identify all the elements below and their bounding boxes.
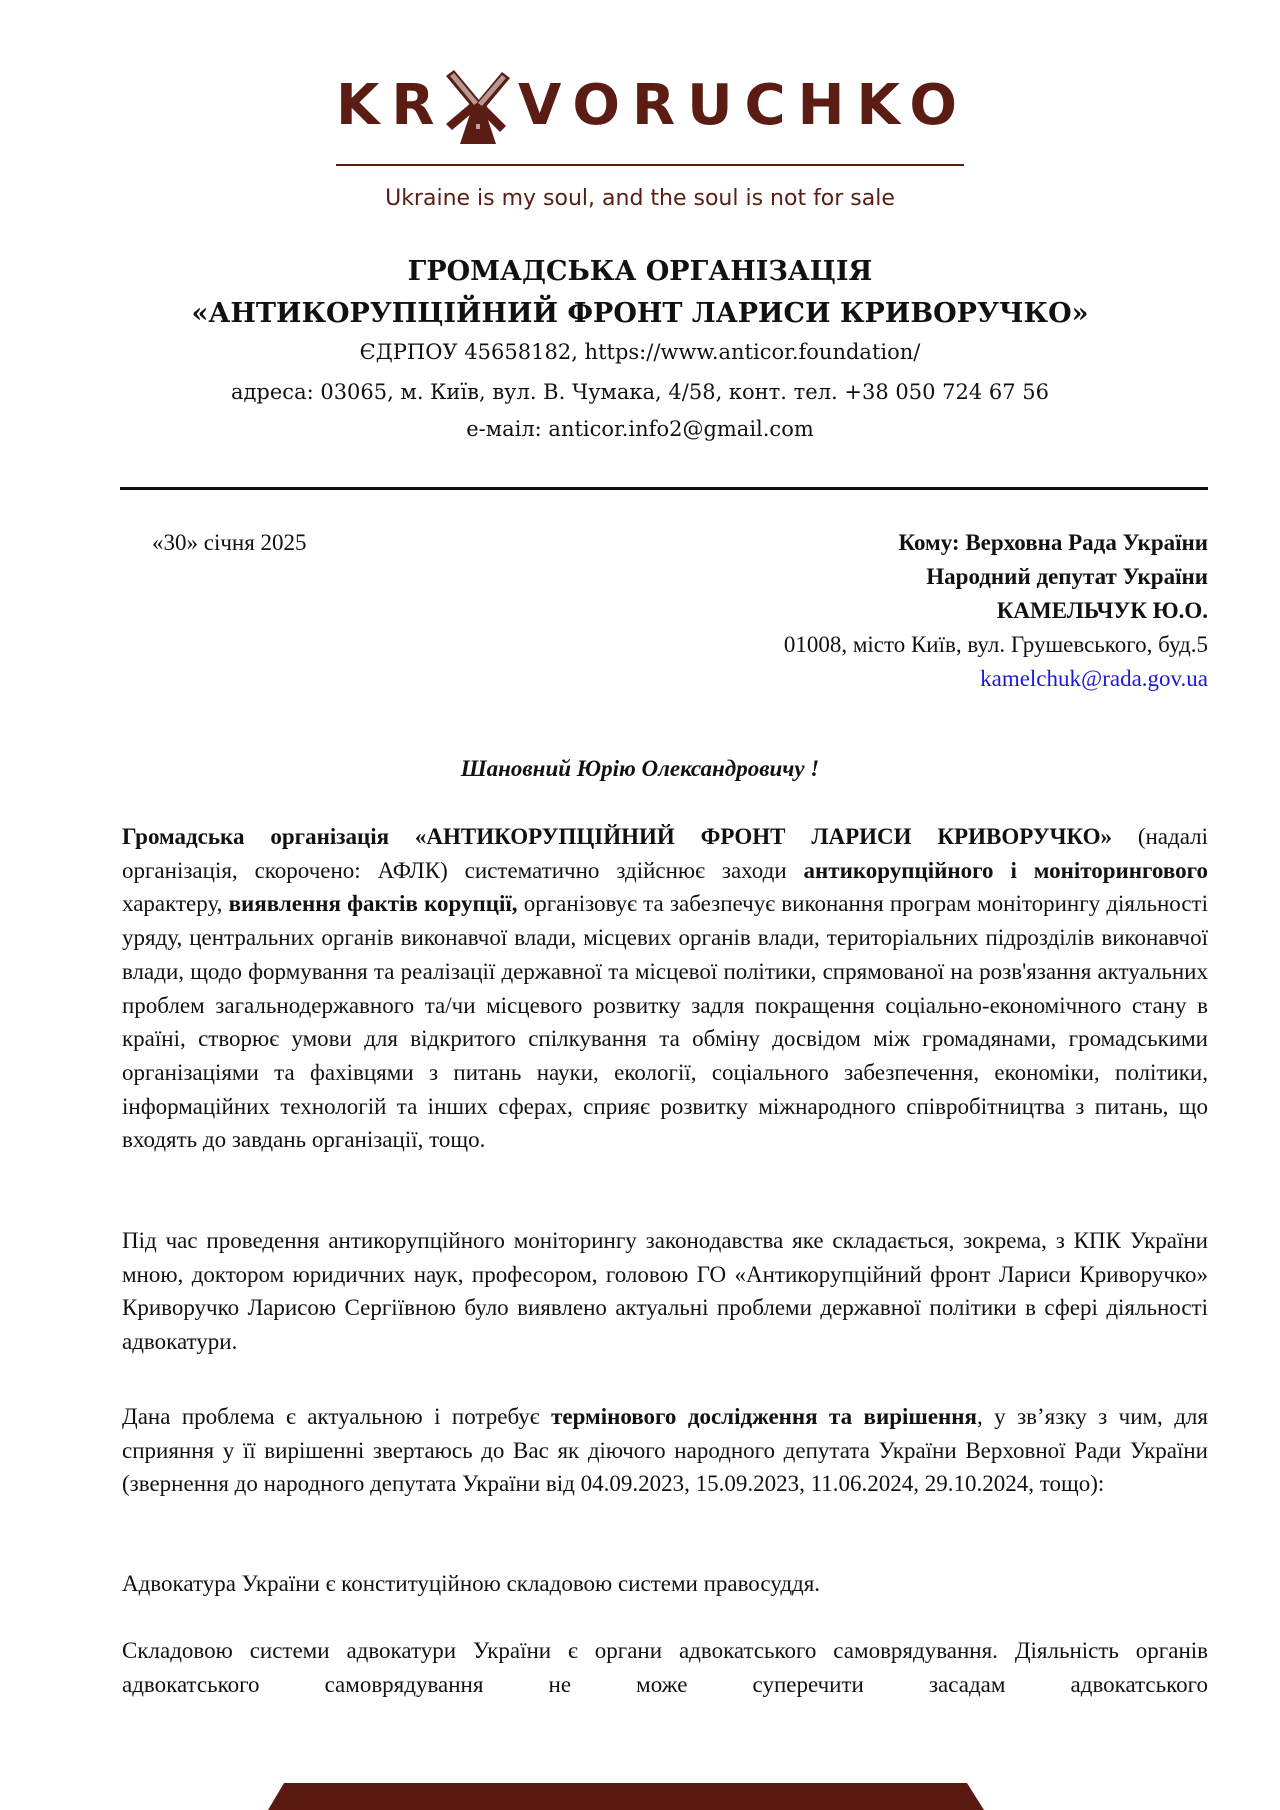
tagline: Ukraine is my soul, and the soul is not for sale	[385, 186, 895, 211]
footer-banner	[0, 1783, 1280, 1810]
recipient-address: 01008, місто Київ, вул. Грушевського, буд.5	[783, 632, 1208, 657]
p1-bold-b: виявлення фактів корупції,	[228, 891, 518, 917]
greeting: Шановний Юрію Олександровичу !	[460, 756, 820, 781]
header-divider	[120, 487, 1208, 490]
p3-bold: термінового дослідження та вирішення	[551, 1404, 977, 1429]
org-title-line2: «АНТИКОРУПЦІЙНИЙ ФРОНТ ЛАРИСИ КРИВОРУЧКО»	[191, 298, 1089, 329]
p1-bold-a: антикорупційного і моніторингового	[803, 857, 1208, 883]
recipient-line2: Народний депутат України	[926, 564, 1208, 589]
paragraph-2: Під час проведення антикорупційного моніторингу законодавства яке складається, зокрема, з КПК України мною, доктором юридичних наук, професором, головою ГО «Антикорупційний фронт Лариси Криворучко» Криворучко Ларисою Сергіївною було виявлено актуальні проблеми державної політики в сфері діяльності адвокатури.	[122, 1228, 1208, 1355]
paragraph-4: Адвокатура України є конституційною складовою системи правосуддя.	[122, 1571, 821, 1596]
letterhead-logo	[330, 68, 980, 150]
recipient-email-link[interactable]: kamelchuk@rada.gov.ua	[980, 666, 1208, 691]
recipient-line1: Кому: Верховна Рада України	[898, 530, 1208, 555]
p1-text-a: (надалі організація, скорочено: АФЛК) систематично здійснює заходи	[122, 824, 1208, 883]
p3-text-b: , у зв’язку з чим, для сприяння у її вирішенні звертаюсь до Вас як діючого народного депутата України Верховної Ради України (звернення до народного депутата України від 04.09.2023, 15.09.2023, 11.06.2024, 29.10.2024, тощо):	[122, 1404, 1208, 1497]
recipient-name: КАМЕЛЬЧУК Ю.О.	[996, 598, 1208, 623]
logo-text-right: VORUCHKO	[518, 73, 970, 138]
paragraph-1	[122, 820, 1208, 1157]
p1-org-name: Громадська організація «АНТИКОРУПЦІЙНИЙ ФРОНТ ЛАРИСИ КРИВОРУЧКО»	[122, 824, 1112, 849]
org-registry-line: ЄДРПОУ 45658182, https://www.anticor.foundation/	[359, 340, 921, 364]
footer-trapezoid	[268, 1783, 984, 1810]
letter-date: «30» січня 2025	[152, 530, 307, 555]
logo-text-left: KR	[336, 73, 447, 138]
p1-text-c: організовує та забезпечує виконання програм моніторингу діяльності уряду, центральних органів виконавчої влади, місцевих органів влади, територіальних підрозділів виконавчої влади, щодо формування та реалізації державної та місцевої політики, спрямованої на розв'язання актуальних проблем загальнодержавного та/чи місцевого розвитку задля покращення соціально-економічного стану в країні, створює умови для відкритого спілкування та обміну досвідом між громадянами, громадськими організаціями та фахівцями з питань науки, екології, соціального забезпечення, економіки, політики, інформаційних технологій та інших сферах, сприяє розвитку міжнародного співробітництва з питань, що входять до завдань організації, тощо.	[122, 891, 1209, 1153]
windmill-icon	[442, 70, 514, 146]
p1-text-b: характеру,	[122, 891, 229, 917]
recipient-block	[784, 526, 1208, 696]
org-address-line: адреса: 03065, м. Київ, вул. В. Чумака, 4/58, конт. тел. +38 050 724 67 56	[230, 380, 1050, 404]
paragraph-3	[122, 1400, 1208, 1501]
paragraph-5: Складовою системи адвокатури України є органи адвокатського самоврядування. Діяльність органів адвокатського самоврядування не може суперечити засадам адвокатського	[122, 1638, 1208, 1697]
org-title-line1: ГРОМАДСЬКА ОРГАНІЗАЦІЯ	[407, 256, 873, 287]
logo-underline	[336, 164, 964, 166]
p3-text-a: Дана проблема є актуальною і потребує	[122, 1404, 552, 1429]
org-email-line: е-маіл: anticor.info2@gmail.com	[466, 417, 814, 441]
